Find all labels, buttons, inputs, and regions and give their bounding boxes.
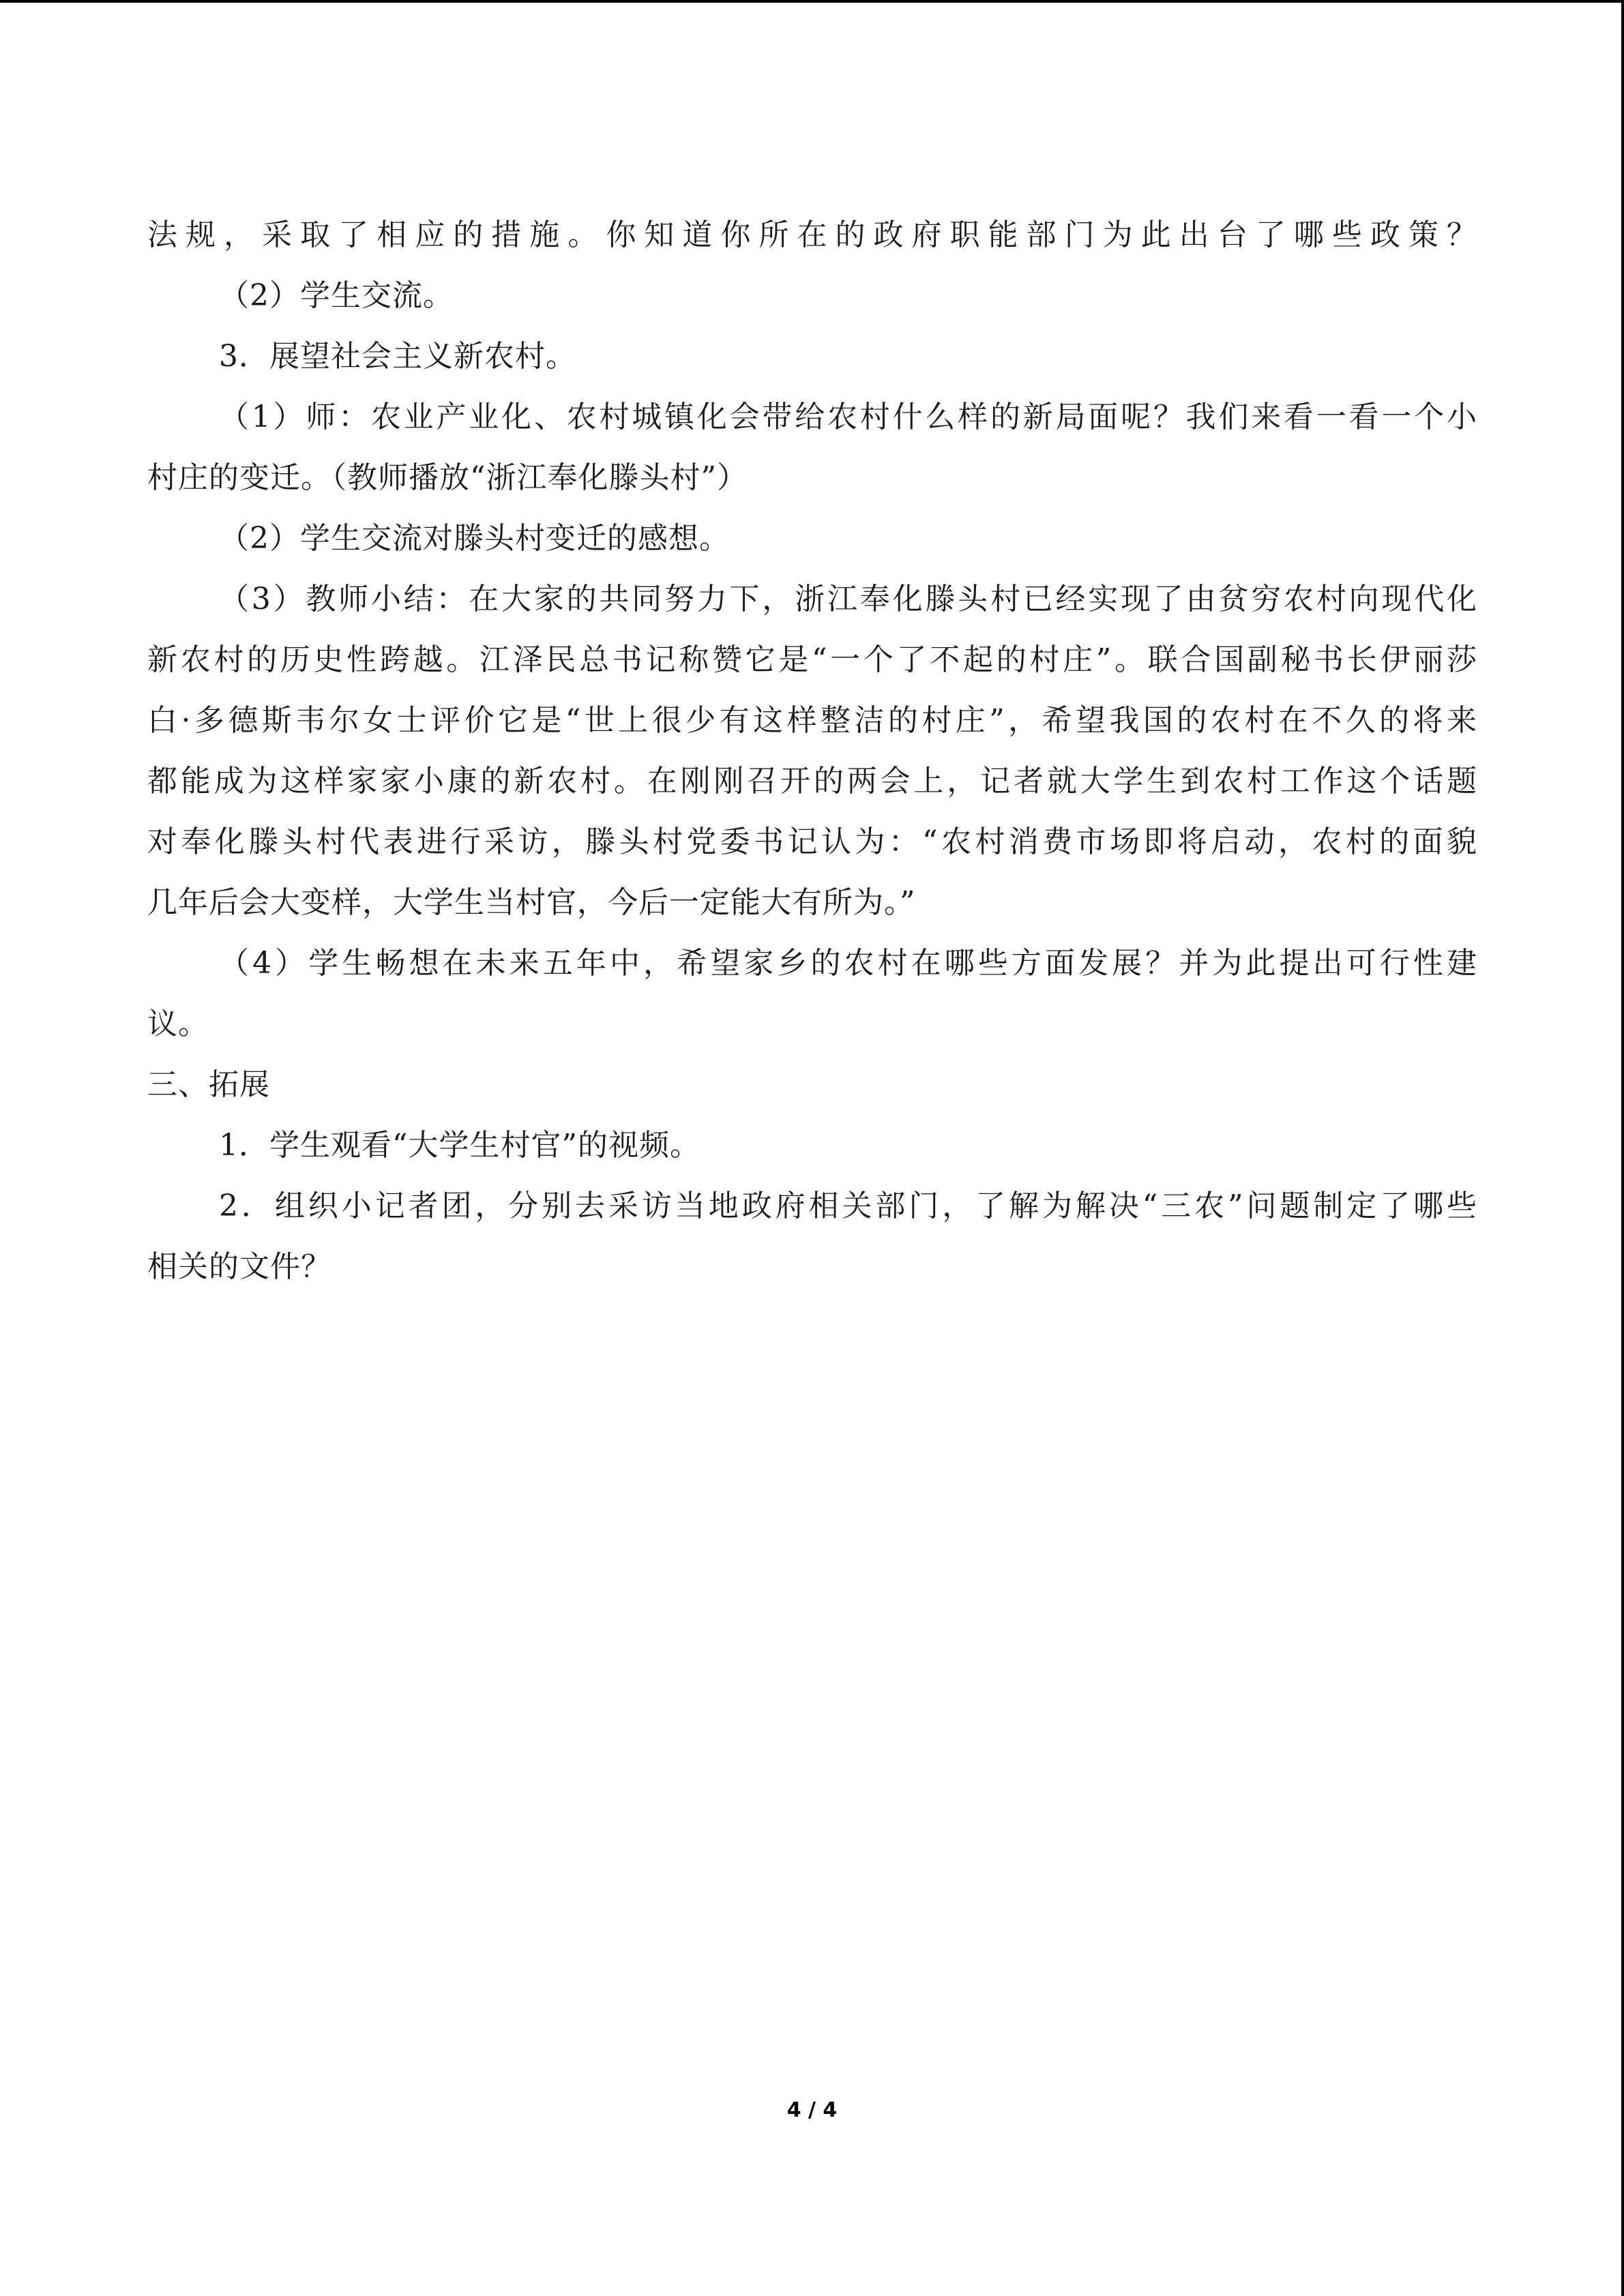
paragraph-line: 相关的文件？	[147, 1249, 331, 1284]
paragraph-line: 法规，采取了相应的措施。你知道你所在的政府职能部门为此出台了哪些政策？	[147, 218, 1477, 252]
paragraph-line: 议。	[147, 1007, 209, 1041]
paragraph-line: 村庄的变迁。（教师播放“浙江奉化滕头村”）	[147, 460, 748, 495]
paragraph-line: 几年后会大变样，大学生当村官，今后一定能大有所为。”	[147, 885, 916, 920]
page-number: 4 / 4	[786, 2098, 838, 2122]
paragraph-line: 都能成为这样家家小康的新农村。在刚刚召开的两会上，记者就大学生到农村工作这个话题	[147, 764, 1477, 799]
section-heading: 三、拓展	[147, 1067, 270, 1102]
paragraph-line: （1）师：农业产业化、农村城镇化会带给农村什么样的新局面呢？我们来看一看一个小	[219, 400, 1477, 434]
paragraph-line: （2）学生交流。	[219, 278, 454, 313]
list-item: 1．学生观看“大学生村官”的视频。	[219, 1128, 700, 1163]
paragraph-line: （2）学生交流对滕头村变迁的感想。	[219, 521, 730, 556]
page-border-right	[1621, 0, 1624, 2296]
page-border-top	[0, 0, 1624, 3]
paragraph-line: （3）教师小结：在大家的共同努力下，浙江奉化滕头村已经实现了由贫穷农村向现代化	[219, 582, 1477, 616]
list-item: 2．组织小记者团，分别去采访当地政府相关部门，了解为解决“三农”问题制定了哪些	[219, 1189, 1477, 1223]
paragraph-line: 白·多德斯韦尔女士评价它是“世上很少有这样整洁的村庄”，希望我国的农村在不久的将来	[147, 703, 1477, 738]
document-body	[147, 205, 1477, 1297]
paragraph-line: 新农村的历史性跨越。江泽民总书记称赞它是“一个了不起的村庄”。联合国副秘书长伊丽莎	[147, 642, 1477, 677]
paragraph-line: （4）学生畅想在未来五年中，希望家乡的农村在哪些方面发展？并为此提出可行性建	[219, 946, 1477, 981]
paragraph-line: 对奉化滕头村代表进行采访，滕头村党委书记认为：“农村消费市场即将启动，农村的面貌	[147, 824, 1477, 859]
section-heading: 3．展望社会主义新农村。	[219, 339, 576, 374]
